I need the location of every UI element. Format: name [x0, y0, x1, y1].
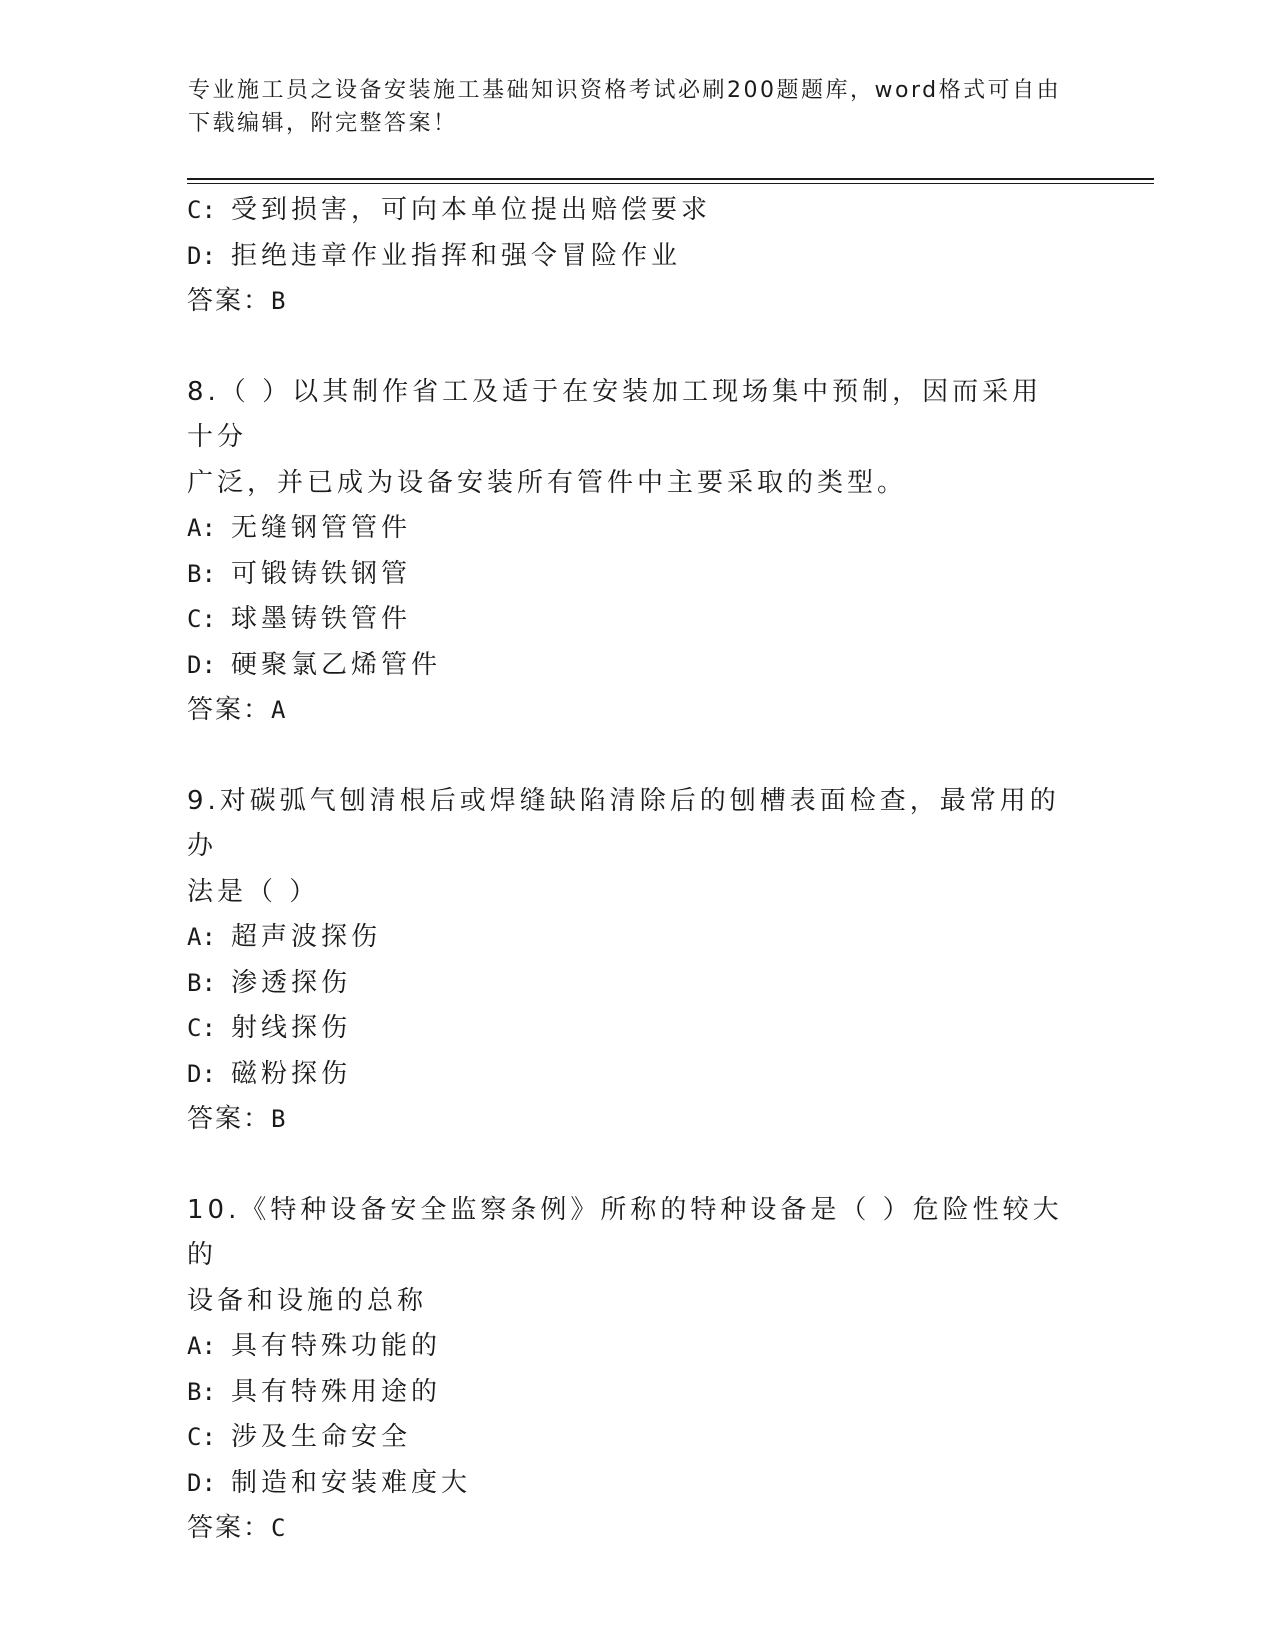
- question-stem-line: 8.（ ）以其制作省工及适于在安装加工现场集中预制，因而采用十分: [187, 376, 1043, 452]
- question-stem: [187, 1188, 1067, 1325]
- answer-label: 答案：: [187, 695, 272, 725]
- option-text: 受到损害，可向本单位提出赔偿要求: [231, 195, 712, 225]
- option-a: [187, 915, 1087, 961]
- option-letter: A:: [187, 514, 216, 542]
- option-b: [187, 1370, 1087, 1416]
- option-c: [187, 1415, 1087, 1461]
- option-letter: A:: [187, 923, 216, 951]
- option-b: [187, 961, 1087, 1007]
- question-8: [187, 370, 1087, 734]
- option-a: [187, 1324, 1087, 1370]
- answer-line: [187, 279, 1087, 325]
- option-text: 超声波探伤: [231, 922, 382, 952]
- answer-label: 答案：: [187, 1513, 272, 1543]
- option-d: [187, 234, 1087, 280]
- option-text: 可锻铸铁钢管: [231, 558, 412, 589]
- option-text: 硬聚氯乙烯管件: [231, 649, 442, 680]
- option-letter: A:: [187, 1332, 216, 1360]
- option-letter: B:: [187, 1377, 216, 1406]
- question-stem: [187, 779, 1067, 916]
- answer-line: [187, 688, 1087, 734]
- question-stem-line: 法是（ ）: [187, 876, 320, 907]
- answer-value: C: [271, 1514, 288, 1542]
- option-text: 球墨铸铁管件: [231, 604, 412, 634]
- option-letter: D:: [187, 1059, 216, 1088]
- option-d: [187, 643, 1087, 689]
- option-letter: B:: [187, 559, 216, 588]
- question-10: [187, 1188, 1087, 1552]
- header-rule-thick: [187, 178, 1154, 180]
- page-header: 专业施工员之设备安装施工基础知识资格考试必刷200题题库，word格式可自由下载编辑，附完整答案！: [188, 78, 1062, 136]
- option-text: 拒绝违章作业指挥和强令冒险作业: [231, 240, 682, 271]
- answer-line: [187, 1097, 1087, 1143]
- option-d: [187, 1461, 1087, 1507]
- option-letter: C:: [187, 605, 216, 633]
- option-letter: B:: [187, 968, 216, 997]
- question-stem-line: 9.对碳弧气刨清根后或焊缝缺陷清除后的刨槽表面检查，最常用的办: [187, 785, 1060, 861]
- question-stem-line: 10.《特种设备安全监察条例》所称的特种设备是（ ）危险性较大的: [187, 1194, 1063, 1270]
- answer-value: B: [271, 1105, 288, 1133]
- option-text: 射线探伤: [231, 1013, 352, 1043]
- answer-label: 答案：: [187, 1104, 272, 1134]
- option-text: 具有特殊用途的: [231, 1376, 442, 1407]
- option-text: 制造和安装难度大: [231, 1467, 472, 1498]
- option-c: [187, 597, 1087, 643]
- question-stem-line: 广泛，并已成为设备安装所有管件中主要采取的类型。: [187, 467, 908, 498]
- question-stem: [187, 370, 1067, 507]
- answer-label: 答案：: [187, 286, 272, 316]
- answer-line: [187, 1506, 1087, 1552]
- option-letter: C:: [187, 1423, 216, 1451]
- question-9: [187, 779, 1087, 1143]
- option-c: [187, 1006, 1087, 1052]
- option-letter: D:: [187, 1468, 216, 1497]
- option-letter: C:: [187, 196, 216, 224]
- option-letter: D:: [187, 241, 216, 270]
- option-text: 涉及生命安全: [231, 1422, 412, 1452]
- option-a: [187, 506, 1087, 552]
- option-text: 无缝钢管管件: [231, 513, 412, 543]
- option-b: [187, 552, 1087, 598]
- option-d: [187, 1052, 1087, 1098]
- header-rule-thin: [187, 183, 1154, 184]
- option-letter: C:: [187, 1014, 216, 1042]
- option-text: 渗透探伤: [231, 967, 352, 998]
- question-7-continued: [187, 188, 1087, 325]
- option-c: [187, 188, 1087, 234]
- answer-value: A: [271, 696, 288, 724]
- option-letter: D:: [187, 650, 216, 679]
- option-text: 具有特殊功能的: [231, 1331, 442, 1361]
- option-text: 磁粉探伤: [231, 1058, 352, 1089]
- answer-value: B: [271, 287, 288, 315]
- question-stem-line: 设备和设施的总称: [187, 1285, 428, 1316]
- content-area: [187, 188, 1087, 1552]
